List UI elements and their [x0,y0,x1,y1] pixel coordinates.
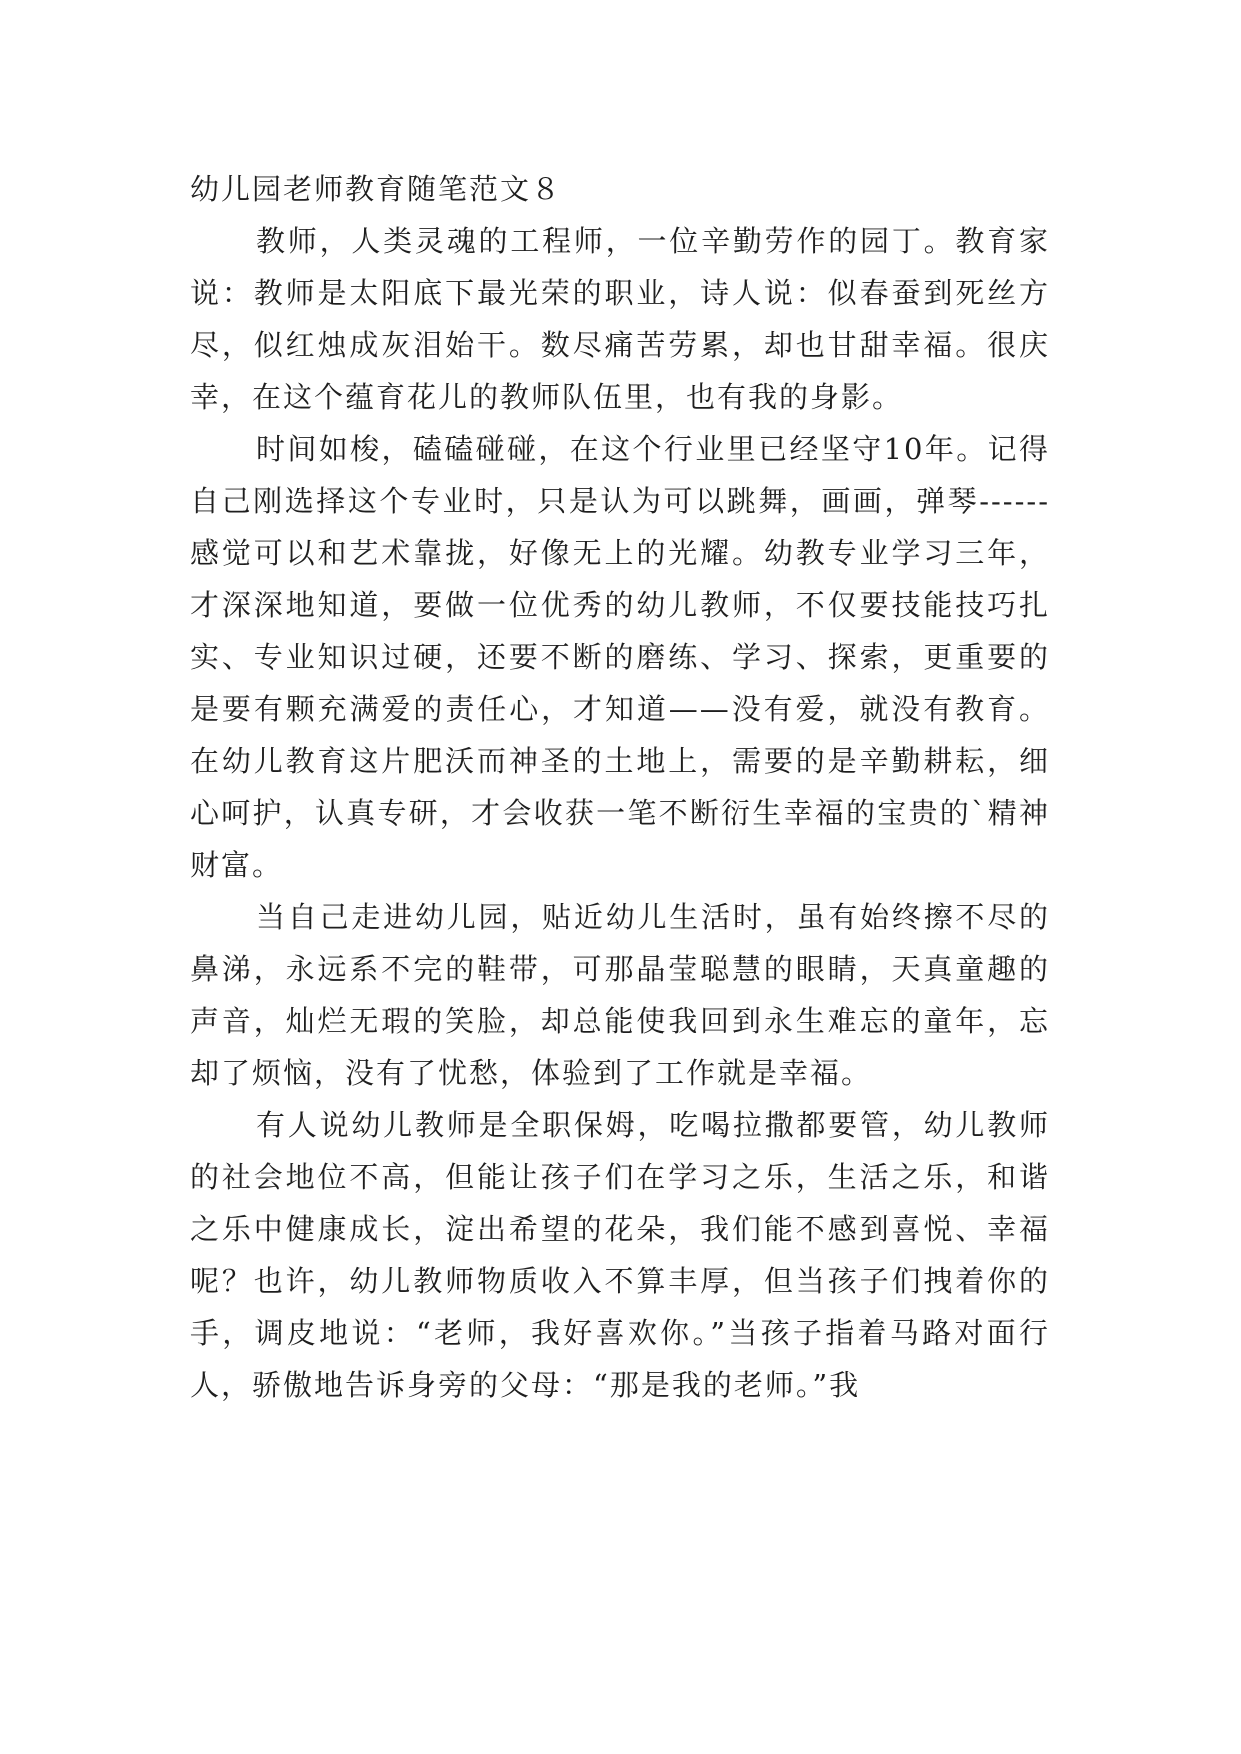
document-title: 幼儿园老师教育随笔范文８ [190,172,563,206]
paragraph-3: 当自己走进幼儿园，贴近幼儿生活时，虽有始终擦不尽的鼻涕，永远系不完的鞋带，可那晶莹聪慧的眼睛，天真童趣的声音，灿烂无瑕的笑脸，却总能使我回到永生难忘的童年，忘却了烦恼，没有了忧愁，体验到了工作就是幸福。 [190,900,1050,1090]
paragraph-2: 时间如梭，磕磕碰碰，在这个行业里已经坚守10年。记得自己刚选择这个专业时，只是认为可以跳舞，画画，弹琴------感觉可以和艺术靠拢，好像无上的光耀。幼教专业学习三年，才深深地知道，要做一位优秀的幼儿教师，不仅要技能技巧扎实、专业知识过硬，还要不断的磨练、学习、探索，更重要的是要有颗充满爱的责任心，才知道——没有爱，就没有教育。在幼儿教育这片肥沃而神圣的土地上，需要的是辛勤耕耘，细心呵护，认真专研，才会收获一笔不断衍生幸福的宝贵的`精神财富。 [190,432,1050,882]
paragraph-4: 有人说幼儿教师是全职保姆，吃喝拉撒都要管，幼儿教师的社会地位不高，但能让孩子们在学习之乐，生活之乐，和谐之乐中健康成长，淀出希望的花朵，我们能不感到喜悦、幸福呢？也许，幼儿教师物质收入不算丰厚，但当孩子们拽着你的手，调皮地说：“老师，我好喜欢你。”当孩子指着马路对面行人，骄傲地告诉身旁的父母：“那是我的老师。”我 [190,1108,1050,1402]
document-body [190,163,1050,1411]
paragraph-1: 教师，人类灵魂的工程师，一位辛勤劳作的园丁。教育家说：教师是太阳底下最光荣的职业，诗人说：似春蚕到死丝方尽，似红烛成灰泪始干。数尽痛苦劳累，却也甘甜幸福。很庆幸，在这个蕴育花儿的教师队伍里，也有我的身影。 [190,224,1050,414]
